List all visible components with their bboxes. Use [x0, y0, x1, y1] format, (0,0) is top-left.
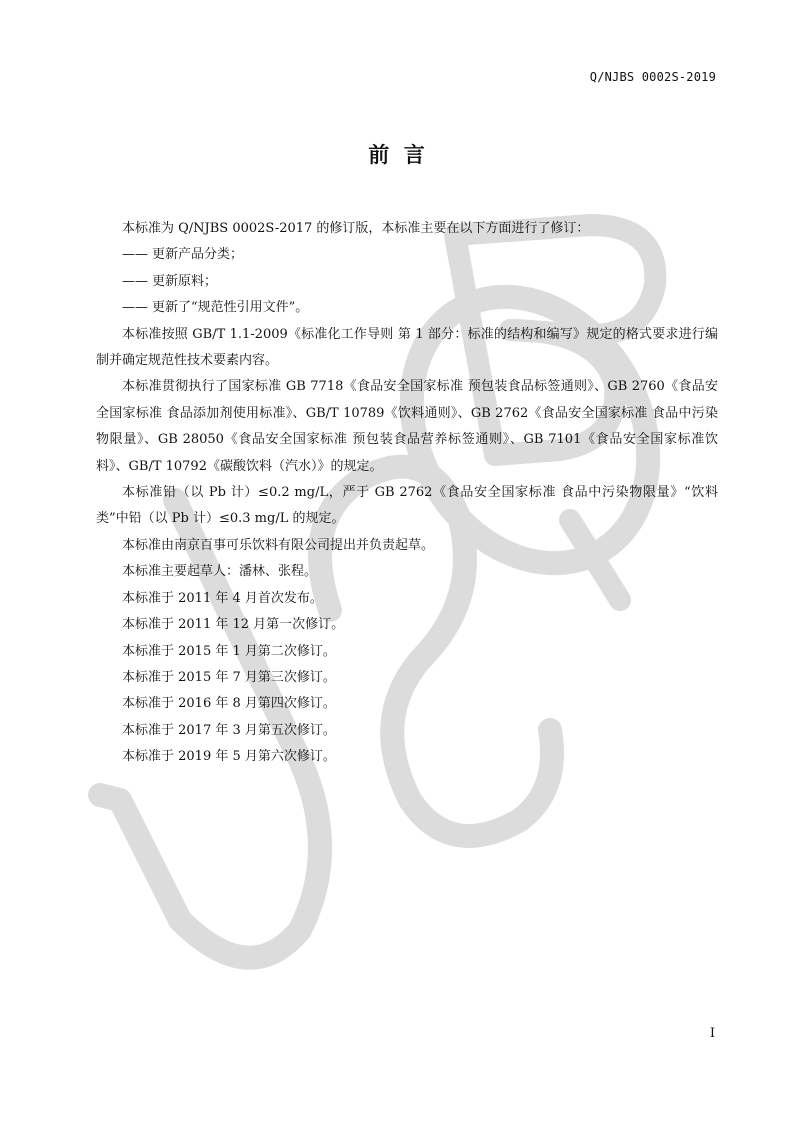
page-number: I — [709, 1026, 715, 1041]
list-item-text: 更新了“规范性引用文件”。 — [152, 300, 309, 316]
lead-limit-paragraph: 本标准铅（以 Pb 计）≤0.2 mg/L，严于 GB 2762《食品安全国家标准 食品中污染物限量》“饮料类”中铅（以 Pb 计）≤0.3 mg/L 的规定。 — [96, 485, 718, 527]
list-item-text: 更新产品分类； — [152, 247, 244, 263]
standards-paragraph: 本标准贯彻执行了国家标准 GB 7718《食品安全国家标准 预包装食品标签通则》、GB 2760《食品安全国家标准 食品添加剂使用标准》、GB/T 10789《饮料通则》、GB 2762《食品安全国家标准 食品中污染物限量》、GB 28050《食品安全国家标准 预包装食品营养标签通则》、GB 7101《食品安全国家标准饮料》、GB/T 10792《碳酸饮料（汽水）》的规定。 — [96, 379, 718, 474]
history-item: 本标准于 2019 年 5 月第六次修订。 — [122, 749, 336, 765]
list-item — [96, 269, 718, 295]
history-item: 本标准于 2015 年 7 月第三次修订。 — [122, 669, 336, 685]
history-item: 本标准于 2017 年 3 月第五次修订。 — [122, 722, 336, 738]
dash-symbol: —— — [122, 300, 148, 316]
document-code: Q/NJBS 0002S-2019 — [589, 70, 716, 84]
format-paragraph: 本标准按照 GB/T 1.1-2009《标准化工作导则 第 1 部分：标准的结构和编写》规定的格式要求进行编制并确定规范性技术要素内容。 — [96, 326, 718, 369]
history-item: 本标准于 2015 年 1 月第二次修订。 — [122, 643, 336, 659]
history-item: 本标准于 2011 年 4 月首次发布。 — [122, 590, 323, 606]
list-item-text: 更新原料； — [152, 273, 218, 289]
foreword-body — [96, 216, 718, 771]
history-item: 本标准于 2016 年 8 月第四次修订。 — [122, 696, 336, 712]
intro-paragraph: 本标准为 Q/NJBS 0002S-2017 的修订版，本标准主要在以下方面进行了修订： — [122, 221, 590, 236]
drafters-paragraph: 本标准主要起草人：潘林、张程。 — [122, 564, 318, 580]
dash-symbol: —— — [122, 247, 148, 263]
page-title: 前 言 — [368, 143, 425, 167]
list-item — [96, 295, 718, 321]
history-item: 本标准于 2011 年 12 月第一次修订。 — [122, 617, 345, 633]
dash-symbol: —— — [122, 273, 148, 289]
list-item — [96, 242, 718, 268]
drafting-org-paragraph: 本标准由南京百事可乐饮料有限公司提出并负责起草。 — [122, 537, 435, 553]
